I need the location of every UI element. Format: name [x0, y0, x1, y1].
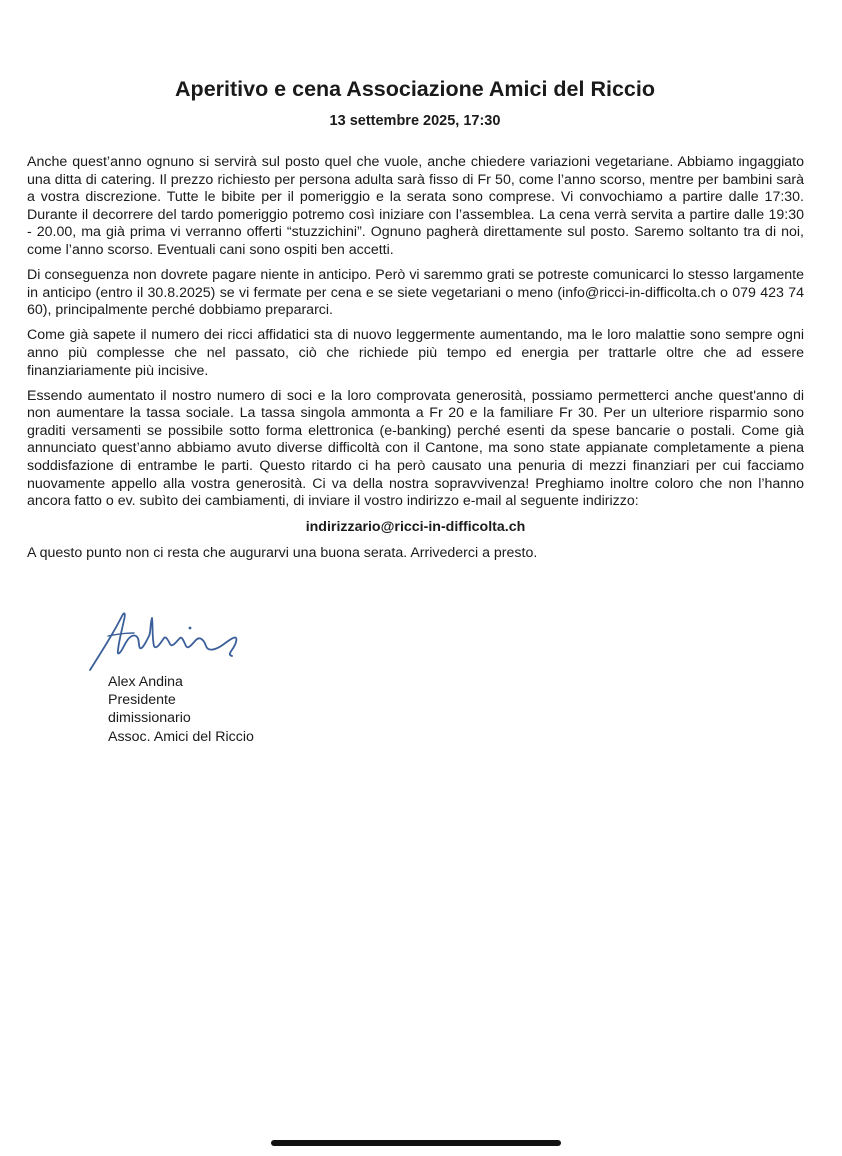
handwritten-signature — [86, 606, 256, 676]
signer-block — [108, 673, 254, 746]
paragraph-catering: Anche quest’anno ognuno si servirà sul posto quel che vuole, anche chiedere variazioni vegetariane. Abbiamo ingaggiato una ditta di catering. Il prezzo richiesto per persona adulta sarà fisso di Fr 50, come l’anno scorso, mentre per bambini sarà a vostra discrezione. Tutte le bibite per il pomeriggio e la serata sono comprese. Vi convochiamo a partire dalle 17:30. Durante il decorrere del tardo pomeriggio potremo così iniziare con l’assemblea. La cena verrà servita a partire dalle 19:30 - 20.00, ma già prima vi verranno offerti “stuzzichini”. Ognuno pagherà direttamente sul posto. Saremo soltanto tra di noi, come l’anno scorso. Eventuali cani sono ospiti ben accetti. — [27, 154, 804, 258]
paragraph-membership: Essendo aumentato il nostro numero di soci e la loro comprovata generosità, possiamo permetterci anche quest'anno di non aumentare la tassa sociale. La tassa singola ammonta a Fr 20 e la familiare Fr 30. Per un ulteriore risparmio sono graditi versamenti se possibile sotto forma elettronica (e-banking) perché esenti da spese bancarie o postali. Come già annunciato quest’anno abbiamo avuto diverse difficoltà con il Cantone, ma sono state appianate completamente a piena soddisfazione di entrambe le parti. Questo ritardo ci ha però causato una penuria di mezzi finanziari per cui facciamo nuovamente appello alla vostra generosità. Ci va della nostra sopravvivenza! Preghiamo inoltre coloro che non l’hanno ancora fatto o ev. subìto dei cambiamenti, di inviare il vostro indirizzo e-mail al seguente indirizzo: — [27, 387, 804, 510]
signer-organization: Assoc. Amici del Riccio — [108, 728, 254, 745]
paragraph-hedgehogs: Come già sapete il numero dei ricci affidatici sta di nuovo leggermente aumentando, ma le loro malattie sono sempre ogni anno più complesse che nel passato, ciò che richiede più tempo ed energia per trattarle oltre che ad essere finanziariamente più incisive. — [27, 327, 804, 379]
home-indicator[interactable] — [271, 1140, 561, 1146]
letter-body — [27, 154, 804, 570]
closing-line: A questo punto non ci resta che augurarvi una buona serata. Arrivederci a presto. — [27, 545, 538, 562]
signer-role-qualifier: dimissionario — [108, 710, 191, 727]
signer-role: Presidente — [108, 692, 176, 709]
event-date: 13 settembre 2025, 17:30 — [329, 113, 501, 129]
paragraph-payment: Di conseguenza non dovrete pagare niente in anticipo. Però vi saremmo grati se potreste comunicarci lo stesso largamente in anticipo (entro il 30.8.2025) se vi fermate per cena e se siete vegetariani o meno (info@ricci-in-difficolta.ch o 079 423 74 60), principalmente perché dobbiamo prepararci. — [27, 267, 804, 319]
email-address: indirizzario@ricci-in-difficolta.ch — [305, 518, 526, 535]
signer-name: Alex Andina — [108, 674, 183, 690]
letter-title: Aperitivo e cena Associazione Amici del Riccio — [175, 77, 655, 101]
